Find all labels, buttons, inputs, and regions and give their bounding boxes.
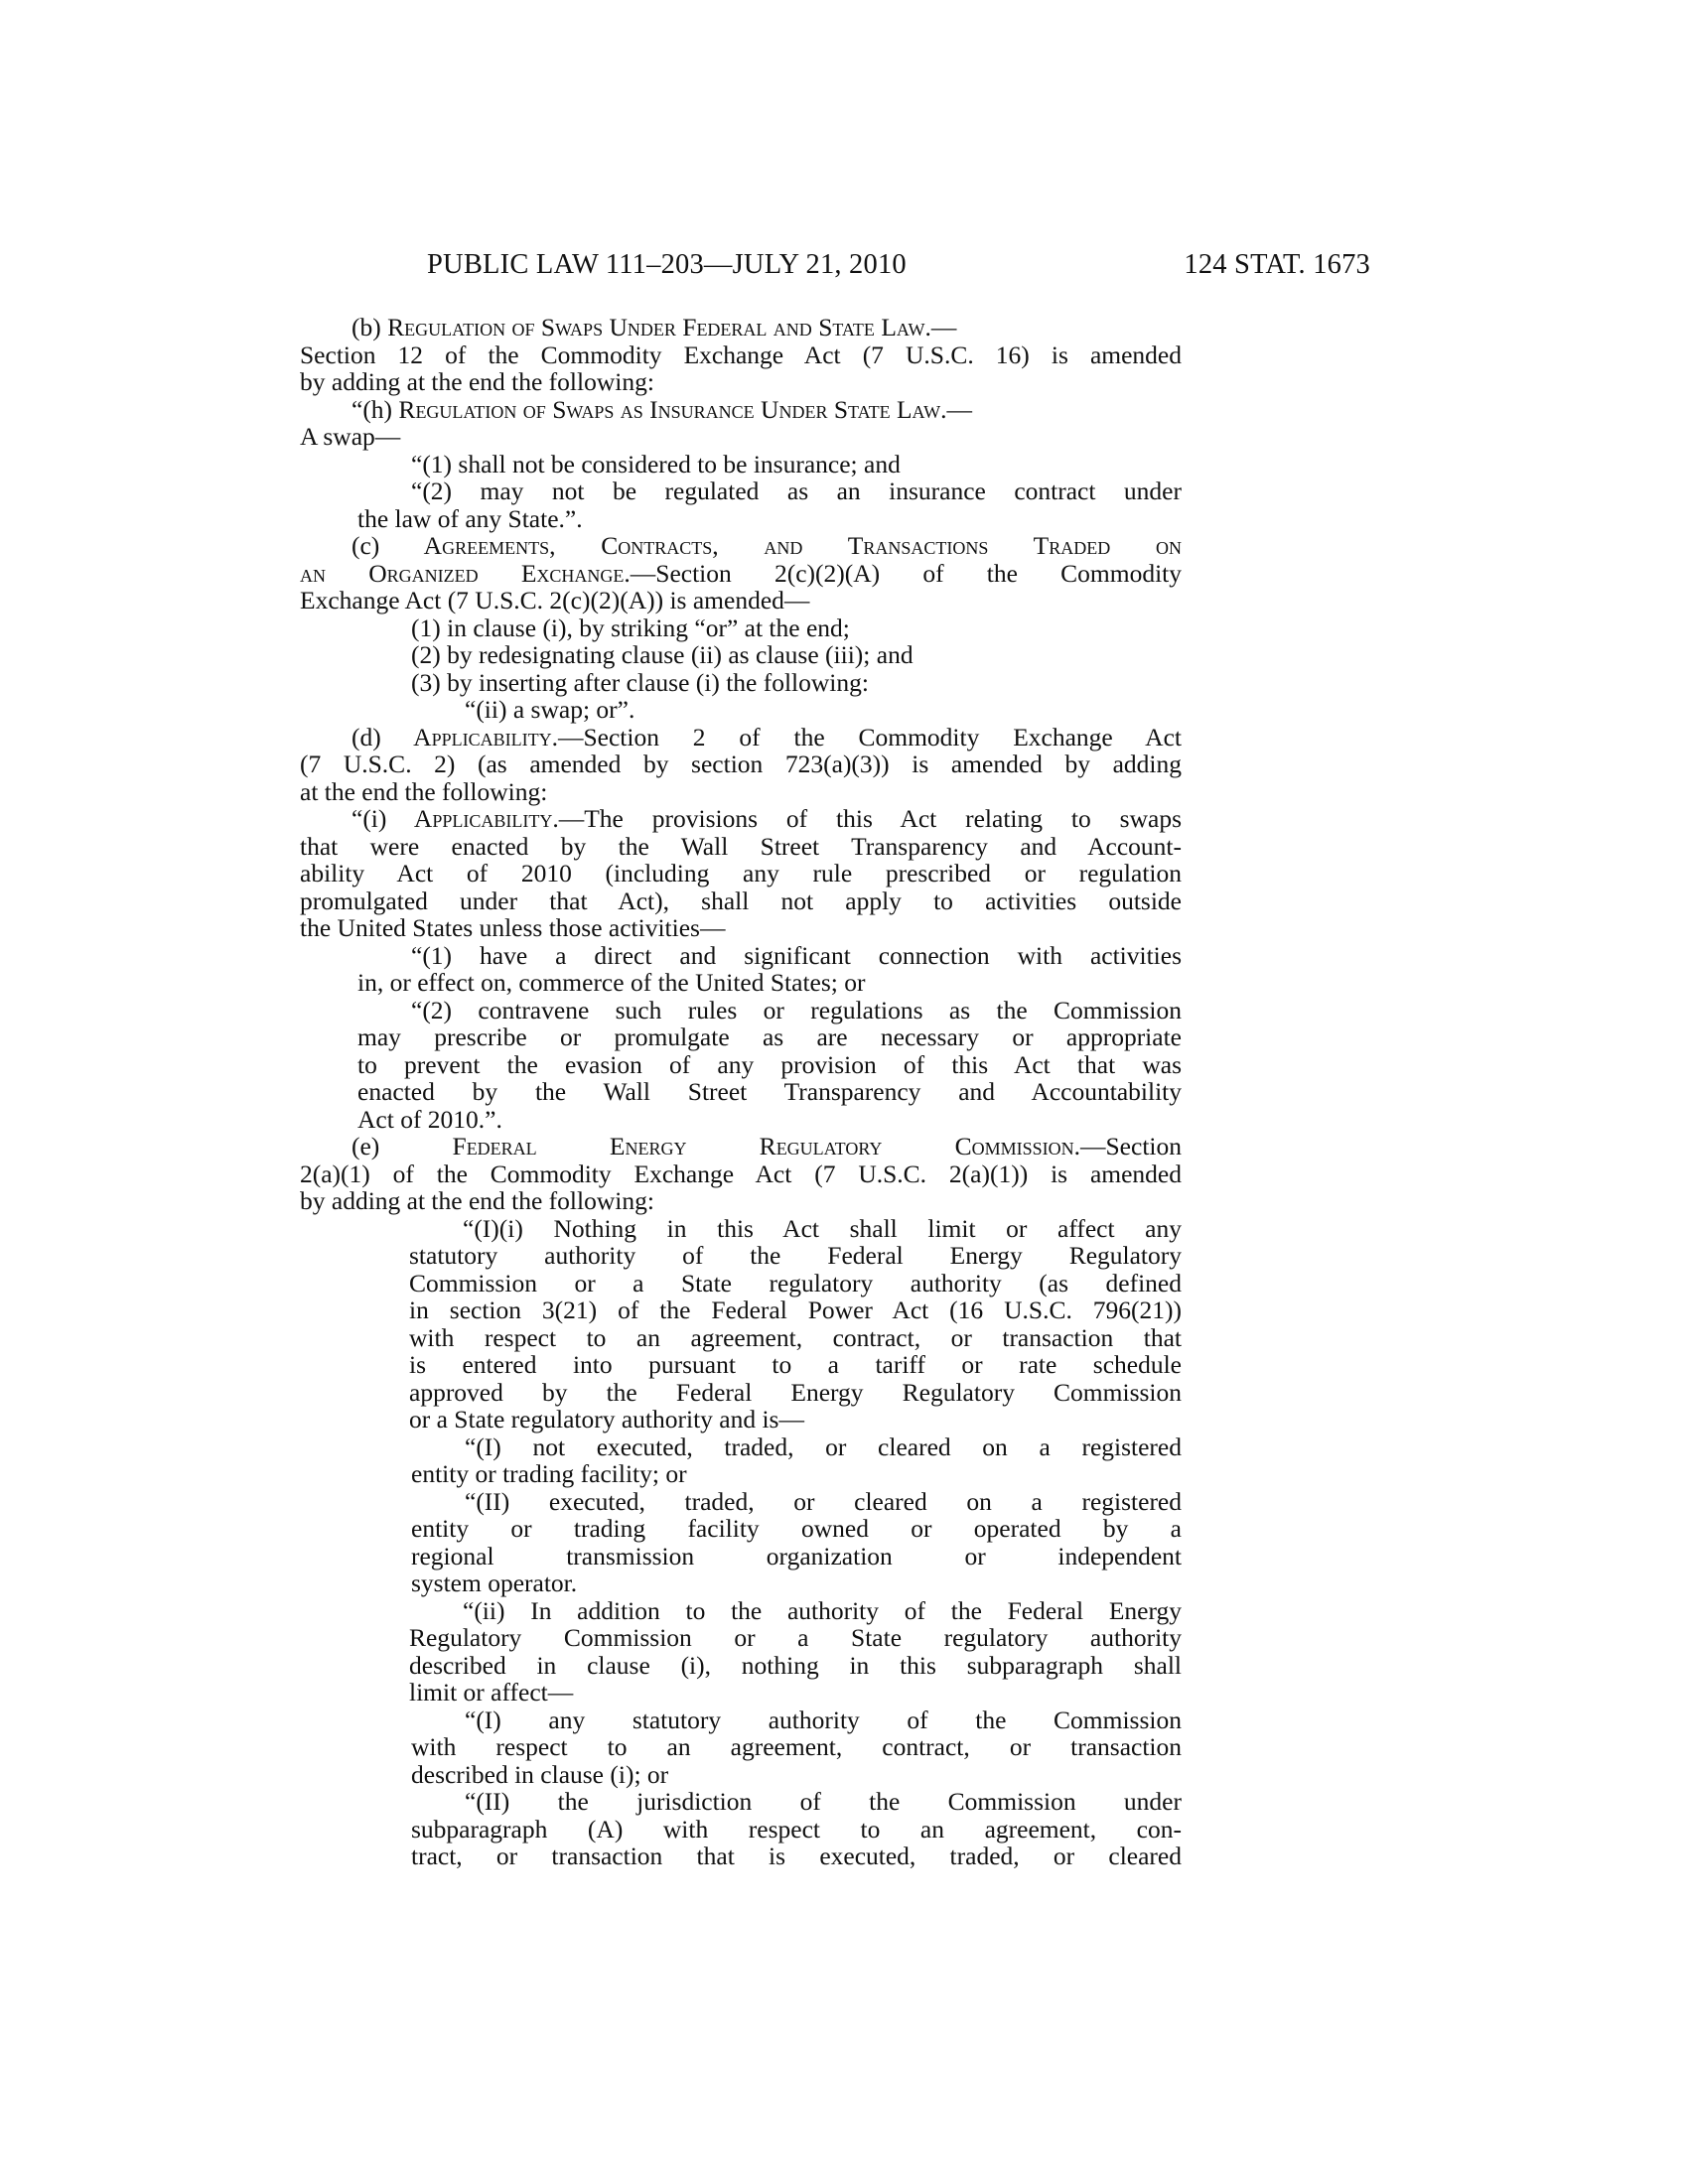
running-header: [298, 245, 1370, 285]
text-line: with respect to an agreement, contract, or transaction that: [409, 1322, 1182, 1352]
text-line: tract, or transaction that is executed, traded, or cleared: [411, 1842, 1182, 1870]
text-line: “(1) shall not be considered to be insurance; and: [411, 449, 901, 478]
text-line: (3) by inserting after clause (i) the following:: [411, 667, 869, 697]
text-line: Exchange Act (7 U.S.C. 2(c)(2)(A)) is amended—: [300, 586, 810, 614]
text-line: (2) by redesignating clause (ii) as clause (iii); and: [411, 640, 914, 669]
text-line: by adding at the end the following:: [300, 1186, 654, 1215]
text-line: in, or effect on, commerce of the United States; or: [357, 968, 866, 997]
text-line: in section 3(21) of the Federal Power Act (16 U.S.C. 796(21)): [409, 1296, 1182, 1324]
text-line: system operator.: [411, 1569, 578, 1597]
text-line: may prescribe or promulgate as are necessary or appropriate: [357, 1023, 1182, 1051]
text-line: “(i) Applicability.—The provisions of this Act relating to swaps: [352, 804, 1182, 833]
text-line: “(h) Regulation of Swaps as Insurance Under State Law.—: [352, 394, 972, 424]
text-line: described in clause (i), nothing in this subparagraph shall: [409, 1650, 1182, 1680]
text-line: at the end the following:: [300, 776, 548, 806]
text-line: (7 U.S.C. 2) (as amended by section 723(a)(3)) is amended by adding: [300, 750, 1182, 778]
text-line: “(I) any statutory authority of the Commission: [465, 1705, 1182, 1734]
header-title: PUBLIC LAW 111–203—JULY 21, 2010: [427, 249, 907, 280]
text-line: entity or trading facility owned or operated by a: [411, 1514, 1182, 1543]
text-line: enacted by the Wall Street Transparency and Accountability: [357, 1077, 1182, 1106]
text-line: (b) Regulation of Swaps Under Federal and State Law.—: [352, 313, 957, 341]
text-line: Regulatory Commission or a State regulatory authority: [409, 1623, 1182, 1652]
text-line: “(2) may not be regulated as an insurance contract under: [411, 477, 1182, 505]
text-line: by adding at the end the following:: [300, 367, 654, 396]
text-line: (1) in clause (i), by striking “or” at the end;: [411, 613, 850, 642]
text-line: that were enacted by the Wall Street Transparency and Account-: [300, 831, 1182, 861]
text-line: or a State regulatory authority and is—: [409, 1405, 804, 1433]
text-line: (c) Agreements, Contracts, and Transactions Traded on: [352, 531, 1183, 560]
text-line: to prevent the evasion of any provision of this Act that was: [357, 1049, 1182, 1079]
text-line: Act of 2010.”.: [357, 1104, 502, 1134]
text-line: “(ii) In addition to the authority of the Federal Energy: [463, 1595, 1182, 1625]
text-line: Commission or a State regulatory authority (as defined: [409, 1268, 1182, 1297]
text-line: statutory authority of the Federal Energy Regulatory: [409, 1241, 1182, 1270]
statute-text: [300, 314, 1182, 1870]
text-line: ability Act of 2010 (including any rule prescribed or regulation: [300, 859, 1182, 887]
text-line: is entered into pursuant to a tariff or rate schedule: [409, 1350, 1182, 1379]
text-line: “(I) not executed, traded, or cleared on a registered: [465, 1432, 1182, 1461]
text-line: an Organized Exchange.—Section 2(c)(2)(A) of the Commodity: [300, 558, 1182, 588]
text-line: subparagraph (A) with respect to an agreement, con-: [411, 1814, 1182, 1843]
text-line: “(ii) a swap; or”.: [465, 695, 635, 724]
text-line: “(II) the jurisdiction of the Commission under: [465, 1787, 1182, 1816]
text-line: entity or trading facility; or: [411, 1459, 687, 1488]
text-line: 2(a)(1) of the Commodity Exchange Act (7 U.S.C. 2(a)(1)) is amended: [300, 1159, 1182, 1188]
text-line: (e) Federal Energy Regulatory Commission.—Section: [352, 1132, 1182, 1160]
text-line: limit or affect—: [409, 1678, 574, 1706]
text-line: A swap—: [300, 422, 401, 451]
text-line: “(2) contravene such rules or regulations as the Commission: [411, 995, 1182, 1024]
text-line: “(1) have a direct and significant connection with activities: [411, 940, 1182, 970]
text-line: the law of any State.”.: [357, 503, 583, 533]
text-line: approved by the Federal Energy Regulatory Commission: [409, 1377, 1182, 1407]
text-line: promulgated under that Act), shall not apply to activities outside: [300, 886, 1182, 915]
text-line: regional transmission organization or independent: [411, 1541, 1182, 1570]
text-line: “(I)(i) Nothing in this Act shall limit or affect any: [463, 1213, 1182, 1243]
text-line: described in clause (i); or: [411, 1759, 669, 1789]
header-page-number: 124 STAT. 1673: [1184, 249, 1370, 280]
text-line: (d) Applicability.—Section 2 of the Commodity Exchange Act: [352, 722, 1182, 751]
text-line: Section 12 of the Commodity Exchange Act (7 U.S.C. 16) is amended: [300, 340, 1182, 369]
text-line: “(II) executed, traded, or cleared on a registered: [465, 1486, 1182, 1516]
text-line: the United States unless those activities—: [300, 913, 726, 942]
text-line: with respect to an agreement, contract, or transaction: [411, 1732, 1182, 1761]
